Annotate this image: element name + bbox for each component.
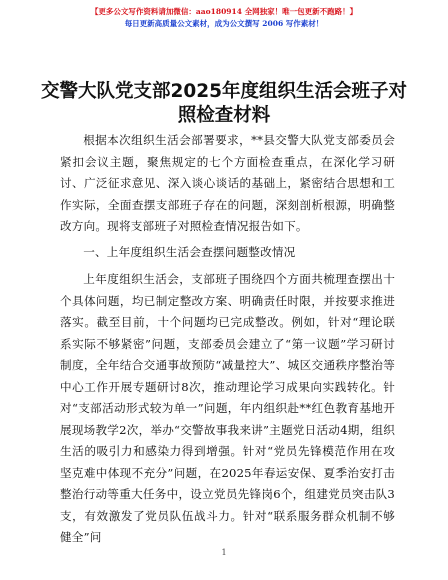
document-title: 交警大队党支部2025年度组织生活会班子对照检查材料 [41,81,407,126]
banner-subtitle-line: 每日更新高质量公文素材，成为公文撰写 2006 写作素材！ [124,19,324,28]
header-banner [0,6,448,30]
document-body [60,130,395,549]
section-paragraph: 上年度组织生活会，支部班子围绕四个方面共梳理查摆出十个具体问题，均已制定整改方案、明确责任时限，并按要求推进落实。截至目前，十个问题均已完成整改。例如，针对“理论联系实际不够紧密”问题，支部委员会建立了“第一议题”学习研讨制度，全年结合交通事故预防“减量控大”、城区交通秩序整治等中心工作开展专题研讨8次，推动理论学习成果向实践转化。针对“支部活动形式较为单一”问题，年内组织赴**红色教育基地开展现场教学2次，举办“交警故事我来讲”主题党日活动4期，组织生活的吸引力和感染力得到增强。针对“党员先锋模范作用在攻坚克难中体现不充分”问题，在2025年春运安保、夏季治安打击整治行动等重大任务中，设立党员先锋岗6个，组建党员突击队3支，有效激发了党员队伍战斗力。针对“联系服务群众机制不够健全”问 [60,272,395,544]
banner-promo-line: 【更多公文写作资料请加微信：aao180914 全网独家！唯一包更新不跑路！】 [90,7,358,16]
page-number: 1 [221,548,227,557]
section-heading: 一、上年度组织生活会查摆问题整改情况 [83,244,296,259]
intro-paragraph: 根据本次组织生活会部署要求，**县交警大队党支部委员会紧扣会议主题，聚焦规定的七个方面检查重点，在深化学习研讨、广泛征求意见、深入谈心谈话的基础上，紧密结合思想和工作实际，全面查摆支部班子存在的问题，深刻剖析根源，明确整改方向。现将支部班子对照检查情况报告如下。 [60,133,395,233]
